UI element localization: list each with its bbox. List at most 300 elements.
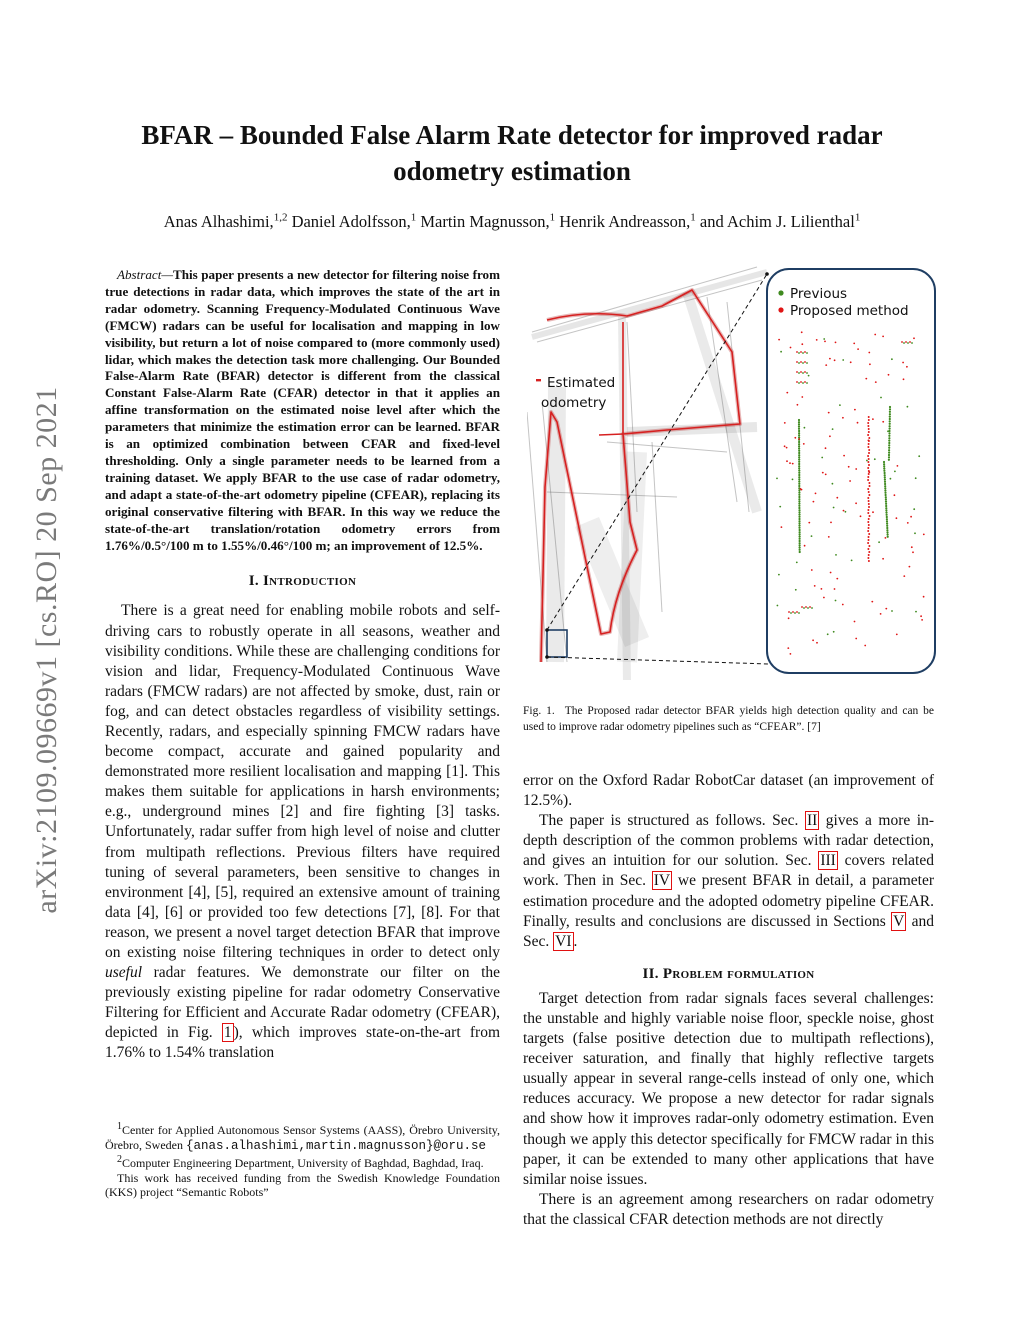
detection-point <box>868 437 870 439</box>
radar-map <box>527 267 767 680</box>
detection-point <box>798 470 800 472</box>
detection-point <box>884 474 886 476</box>
detection-point <box>887 430 889 432</box>
detection-point <box>790 653 792 655</box>
detection-point <box>905 341 907 343</box>
figure-1 <box>527 262 943 680</box>
detection-point <box>801 331 803 333</box>
detection-point <box>884 472 886 474</box>
detection-point <box>798 476 800 478</box>
detection-point <box>798 505 800 507</box>
section-ref-link[interactable]: III <box>820 852 836 870</box>
detection-point <box>798 452 800 454</box>
detection-point <box>868 482 870 484</box>
detection-point <box>787 647 789 649</box>
intro-paragraph-1-continued: error on the Oxford Radar RobotCar dataset (an improvement of 12.5%). <box>523 772 934 810</box>
detection-point <box>802 382 804 384</box>
detection-point <box>884 483 886 485</box>
detection-point <box>798 426 800 428</box>
detection-point <box>911 342 913 344</box>
detection-point <box>798 500 800 502</box>
detection-point <box>867 497 869 499</box>
detection-point <box>889 411 891 413</box>
affiliation-mark: 1 <box>410 211 417 223</box>
detection-point <box>868 551 870 553</box>
detection-point <box>798 478 800 480</box>
detection-point <box>796 562 798 564</box>
detection-point <box>799 536 801 538</box>
detection-point <box>913 337 915 339</box>
detection-point <box>883 470 885 472</box>
detection-point <box>868 452 870 454</box>
detection-point <box>851 560 853 562</box>
detection-point <box>868 518 870 520</box>
detection-point <box>796 381 798 383</box>
detection-point <box>885 503 887 505</box>
detection-point <box>890 478 892 480</box>
detection-point <box>798 507 800 509</box>
detection-point <box>884 492 886 494</box>
detection-point <box>798 494 800 496</box>
detection-point <box>920 615 922 617</box>
detection-point <box>894 471 896 473</box>
arxiv-stamp <box>22 355 72 945</box>
detection-point <box>829 435 831 437</box>
detection-point <box>798 362 800 364</box>
detection-point <box>800 488 802 490</box>
detection-point <box>794 437 796 439</box>
detection-point <box>854 409 856 411</box>
section-ref-link[interactable]: II <box>806 812 818 830</box>
problem-paragraph-2: There is an agreement among researchers on radar odometry that the classical CFAR detection methods are not directly <box>523 1190 934 1228</box>
author-list <box>60 211 964 232</box>
detection-point <box>798 450 800 452</box>
detection-point <box>803 443 805 445</box>
detection-point <box>886 531 888 533</box>
detection-point <box>912 551 914 553</box>
detection-point <box>913 508 915 510</box>
detection-point <box>868 500 870 502</box>
detection-point <box>798 516 800 518</box>
detection-point <box>867 557 869 559</box>
detection-point <box>886 516 888 518</box>
section-ref-link[interactable]: IV <box>653 872 671 890</box>
detection-point <box>802 362 804 364</box>
detection-point <box>796 611 798 613</box>
detection-point <box>889 413 891 415</box>
detection-point <box>885 498 887 500</box>
detection-point <box>883 465 885 467</box>
detection-point <box>808 522 810 524</box>
detection-point <box>795 589 797 591</box>
detection-point <box>806 372 808 374</box>
detection-point <box>798 443 800 445</box>
detection-point <box>891 610 893 612</box>
detection-point <box>790 347 792 349</box>
detection-point <box>798 465 800 467</box>
detection-point <box>806 382 808 384</box>
detection-point <box>798 509 800 511</box>
detection-point <box>864 645 866 647</box>
detection-point <box>885 512 887 514</box>
affiliation-mark: 1 <box>854 211 861 223</box>
detection-point <box>903 342 905 344</box>
detection-point <box>866 460 868 462</box>
detection-point <box>789 462 791 464</box>
footnote-1: $^1$Center for Applied Autonomous Sensor Systems (AASS), Örebro University, Örebro, Sweden {anas.alhashimi,martin.magnusson}@oru.se <box>105 1121 500 1153</box>
detection-point <box>798 434 800 436</box>
detection-point <box>886 529 888 531</box>
detection-point <box>854 621 856 623</box>
previous-legend-marker <box>778 290 783 295</box>
detection-point <box>842 359 844 361</box>
detection-point <box>798 428 800 430</box>
detection-point <box>886 525 888 527</box>
detection-point <box>804 361 806 363</box>
detection-point <box>884 490 886 492</box>
author: Daniel Adolfsson,$^1$ <box>291 211 417 231</box>
detection-point <box>798 461 800 463</box>
detection-point <box>888 432 890 434</box>
detection-point <box>807 607 809 609</box>
funding-note: This work has received funding from the Swedish Knowledge Foundation (KKS) project “Semantic Robots” <box>105 1170 500 1200</box>
author-email[interactable]: {anas.alhashimi,martin.magnusson}@oru.se <box>185 1138 487 1153</box>
detection-point <box>835 600 837 602</box>
detection-point <box>884 487 886 489</box>
footnotes <box>105 1120 500 1200</box>
detection-point <box>885 496 887 498</box>
detection-point <box>888 374 890 376</box>
detection-point <box>843 455 845 457</box>
detection-point <box>886 520 888 522</box>
detection-point <box>886 527 888 529</box>
detection-point <box>828 536 830 538</box>
detection-point <box>798 520 800 522</box>
detection-point <box>880 613 882 615</box>
abstract-text: This paper presents a new detector for filtering noise from true detections in radar data, which improves the state of the art in radar odometry. Scanning Frequency-Modulated Continuous Wave (FMCW) radars can be useful for localisation and mapping in low visibility, but return a lot of noise compared to (more commonly used) lidar, which makes the detection task more challenging. Our Bounded False-Alarm Rate (BFAR) detector is different from the classical Constant False-Alarm Rate (CFAR) detector in that it applies an affine transformation on the estimated noise level after which the parameters that minimize the estimation error can be learned. BFAR is an optimized combination between CFAR and fixed-level thresholding. Only a single parameter needs to be learned from a training dataset. We apply BFAR to the use case of radar odometry, and adapt a state-of-the-art odometry pipeline (CFEAR), replacing its original conservative filtering with BFAR. In this way we reduce the state-of-the-art translation/rotation odometry errors from 1.76%/0.5°/100 m to 1.55%/0.46°/100 m; an improvement of 12.5%. <box>105 267 500 553</box>
title-line-1: BFAR – Bounded False Alarm Rate detector for improved radar <box>141 120 883 150</box>
detection-point <box>798 438 800 440</box>
detection-point <box>804 371 806 373</box>
detection-point <box>868 464 870 466</box>
detection-point <box>867 467 869 469</box>
detection-point <box>888 447 890 449</box>
detection-point <box>798 498 800 500</box>
author: and Achim J. Lilienthal$^1$ <box>699 211 861 231</box>
detection-point <box>850 361 852 363</box>
detection-point <box>888 442 890 444</box>
section-heading-introduction: I. Introduction <box>248 573 357 590</box>
detection-point <box>867 509 869 511</box>
detection-point <box>868 536 870 538</box>
detection-point <box>886 514 888 516</box>
detection-point <box>868 491 870 493</box>
detection-point <box>868 473 870 475</box>
detection-point <box>891 358 893 360</box>
detection-point <box>799 533 801 535</box>
detection-point <box>868 458 870 460</box>
detection-point <box>788 611 790 613</box>
detection-point <box>801 343 803 345</box>
detection-point <box>812 639 814 641</box>
figure-1-caption <box>523 704 934 735</box>
section-ref-link[interactable]: V <box>893 912 905 930</box>
section-ref-link[interactable]: VI <box>555 932 572 950</box>
detection-point <box>786 460 788 462</box>
detection-point <box>796 371 798 373</box>
detection-point <box>829 358 831 360</box>
detection-point <box>885 501 887 503</box>
detection-point <box>832 428 834 430</box>
detection-point <box>868 524 870 526</box>
detection-point <box>799 551 801 553</box>
detection-point <box>798 456 800 458</box>
detection-point <box>815 493 817 495</box>
detection-point <box>868 352 870 354</box>
detection-point <box>855 468 857 470</box>
detection-point <box>806 362 808 364</box>
detection-point <box>834 588 836 590</box>
detection-point <box>894 494 896 496</box>
detection-point <box>798 492 800 494</box>
detection-point <box>833 507 835 509</box>
detection-point <box>802 372 804 374</box>
detection-point <box>880 397 882 399</box>
detection-point <box>868 560 870 562</box>
detection-point <box>800 371 802 373</box>
abstract <box>105 267 500 554</box>
detection-point <box>798 419 800 421</box>
detection-point <box>842 604 844 606</box>
detection-point <box>848 466 850 468</box>
detection-point <box>889 408 891 410</box>
detection-point <box>888 452 890 454</box>
detection-point <box>868 527 870 529</box>
detection-point <box>801 606 803 608</box>
detection-point <box>909 341 911 343</box>
detection-point <box>821 588 823 590</box>
detection-point <box>923 596 925 598</box>
detection-point <box>792 611 794 613</box>
detection-point <box>910 516 912 518</box>
detection-point <box>868 545 870 547</box>
detection-point <box>778 339 780 341</box>
detection-point <box>868 539 870 541</box>
detection-point <box>845 511 847 513</box>
detection-point <box>798 430 800 432</box>
detection-point <box>798 518 800 520</box>
detection-point <box>800 381 802 383</box>
author: Henrik Andreasson,$^1$ <box>559 211 696 231</box>
detection-point <box>798 503 800 505</box>
detection-point <box>798 382 800 384</box>
affiliation-mark: 1,2 <box>273 211 288 223</box>
detection-point <box>776 478 778 480</box>
figure-ref-link[interactable]: 1 <box>223 1024 232 1042</box>
detection-point <box>836 497 838 499</box>
detection-point <box>872 511 874 513</box>
detection-point <box>882 336 884 338</box>
odometry-legend-label-2: odometry <box>541 395 607 411</box>
detection-point <box>885 494 887 496</box>
detection-point <box>855 502 857 504</box>
detection-point <box>907 406 909 408</box>
detection-point <box>796 351 798 353</box>
detection-point <box>799 538 801 540</box>
detection-point <box>867 425 869 427</box>
detection-point <box>798 448 800 450</box>
detection-point <box>888 437 890 439</box>
detection-point <box>868 440 870 442</box>
detection-point <box>918 455 920 457</box>
detection-point <box>907 342 909 344</box>
detection-point <box>779 506 781 508</box>
detection-point <box>843 510 845 512</box>
detection-point <box>801 396 803 398</box>
detection-point <box>830 572 832 574</box>
left-column <box>105 267 500 1064</box>
connector-line <box>547 657 769 664</box>
detection-point <box>803 607 805 609</box>
detection-point <box>915 611 917 613</box>
detection-point <box>903 378 905 380</box>
section-heading-problem-formulation: II. Problem formulation <box>642 965 815 982</box>
detection-point <box>798 527 800 529</box>
detection-point <box>868 533 870 535</box>
detection-point <box>799 540 801 542</box>
detection-point <box>798 612 800 614</box>
detection-point <box>778 574 780 576</box>
detection-point <box>798 421 800 423</box>
detection-point <box>884 476 886 478</box>
detection-point <box>888 456 890 458</box>
detection-point <box>836 578 838 580</box>
detection-point <box>868 419 870 421</box>
detection-point <box>868 416 870 418</box>
detection-point <box>784 422 786 424</box>
detection-point <box>781 526 783 528</box>
detection-point <box>808 375 810 377</box>
detection-point <box>911 546 913 548</box>
caption-text: The Proposed radar detector BFAR yields high detection quality and can be used to improve radar odometry pipelines such as “CFEAR”. [7] <box>523 705 934 733</box>
detection-point <box>798 496 800 498</box>
detection-point <box>872 418 874 420</box>
detection-point <box>805 606 807 608</box>
detection-point <box>806 352 808 354</box>
detection-point <box>868 449 870 451</box>
detection-point <box>896 517 898 519</box>
detection-point <box>886 523 888 525</box>
detection-point <box>830 522 832 524</box>
detection-point <box>867 461 869 463</box>
detection-point <box>794 612 796 614</box>
detection-point <box>902 362 904 364</box>
detection-point <box>855 638 857 640</box>
detection-point <box>887 534 889 536</box>
detection-point <box>921 619 923 621</box>
detection-point <box>798 423 800 425</box>
detection-point <box>906 366 908 368</box>
detection-point <box>833 631 835 633</box>
detection-point <box>798 481 800 483</box>
footnote-2: $^2$Computer Engineering Department, University of Baghdad, Baghdad, Iraq. <box>117 1154 484 1171</box>
detection-point <box>857 422 859 424</box>
detection-point <box>825 364 827 366</box>
detection-point <box>798 352 800 354</box>
detection-point <box>792 479 794 481</box>
detection-point <box>798 445 800 447</box>
detection-point <box>835 554 837 556</box>
right-column <box>523 771 934 1230</box>
detection-point <box>798 483 800 485</box>
detection-point <box>868 428 870 430</box>
detection-point <box>874 334 876 336</box>
detection-point <box>889 418 891 420</box>
arxiv-identifier[interactable]: arXiv:2109.09669v1 [cs.RO] 20 Sep 2021 <box>30 386 63 914</box>
detection-point <box>867 548 869 550</box>
odometry-legend-swatch <box>536 379 541 381</box>
detection-point <box>798 454 800 456</box>
detection-point <box>780 351 782 353</box>
detection-point <box>901 341 903 343</box>
detection-point <box>867 488 869 490</box>
detection-point <box>886 518 888 520</box>
detection-point <box>800 361 802 363</box>
affiliation-mark: 1 <box>549 211 556 223</box>
detection-point <box>798 485 800 487</box>
detection-point <box>822 472 824 474</box>
detection-point <box>868 443 870 445</box>
detection-point <box>798 514 800 516</box>
detection-point <box>792 463 794 465</box>
detection-point <box>903 575 905 577</box>
proposed-legend-marker <box>778 307 783 312</box>
detection-point <box>835 342 837 344</box>
detection-point <box>816 642 818 644</box>
detection-point <box>798 432 800 434</box>
author: Anas Alhashimi,$^{1,2}$ <box>163 211 288 231</box>
detection-point <box>802 352 804 354</box>
affiliation-mark: 1 <box>690 211 696 223</box>
detection-point <box>842 417 844 419</box>
detection-point <box>888 444 890 446</box>
detection-point <box>799 529 801 531</box>
detection-point <box>923 534 925 536</box>
detection-point <box>914 532 916 534</box>
detection-point <box>853 343 855 345</box>
detection-point <box>889 423 891 425</box>
detection-point <box>799 531 801 533</box>
detection-point <box>867 446 869 448</box>
detection-point <box>816 339 818 341</box>
detection-point <box>888 454 890 456</box>
detection-point <box>867 542 869 544</box>
detection-point <box>790 612 792 614</box>
detection-point <box>869 515 871 517</box>
detection-point <box>868 431 870 433</box>
detection-point <box>867 530 869 532</box>
author: Martin Magnusson,$^1$ <box>420 211 556 231</box>
detection-point <box>839 404 841 406</box>
detection-point <box>786 392 788 394</box>
detection-point <box>798 459 800 461</box>
detection-point <box>888 449 890 451</box>
detection-point <box>868 506 870 508</box>
detection-point <box>909 566 911 568</box>
detection-point <box>821 457 823 459</box>
detection-point <box>799 549 801 551</box>
detection-point <box>798 472 800 474</box>
